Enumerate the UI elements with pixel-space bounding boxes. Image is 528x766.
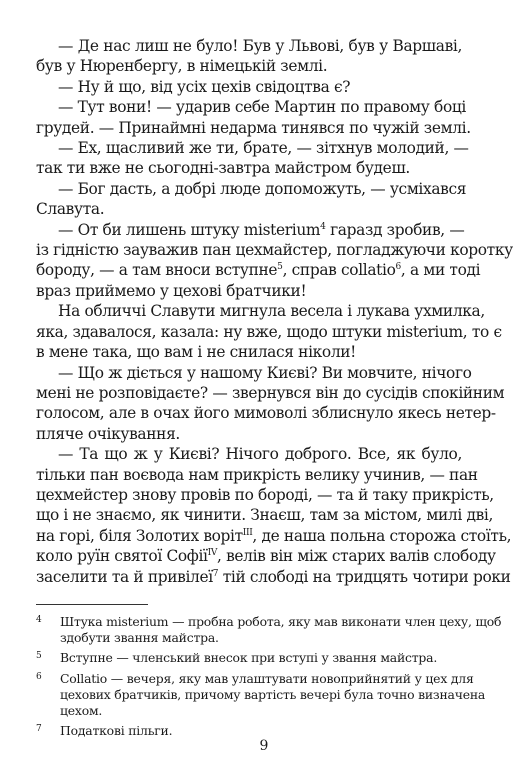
- footnote-text: [60, 650, 462, 666]
- text-line: [36, 485, 494, 505]
- text-line: [36, 383, 505, 403]
- paragraph: [36, 444, 512, 587]
- text-line: [36, 342, 462, 362]
- text-line: [36, 363, 472, 383]
- text-line: [36, 505, 494, 525]
- line-text: що і не знаємо, як чинити. Знаєш, там за містом, милі дві,: [36, 506, 494, 525]
- text-line: [36, 97, 466, 117]
- line-text: із гідністю зауважив пан цехмайстер, погладжуючи коротку: [36, 241, 513, 260]
- text-line: [36, 403, 496, 423]
- line-text: тільки пан воєвода нам прикрість велику учинив, — пан: [36, 465, 478, 484]
- line-text: — Ех, щасливий же ти, брате, — зітхнув молодий, —: [58, 139, 469, 158]
- text-line: [36, 36, 462, 56]
- line-text: — Бог дасть, а добрі люде допоможуть, — усміхався: [58, 179, 467, 198]
- line-text: яка, здавалося, казала: ну вже, щодо штуки misterium, то є: [36, 322, 502, 341]
- line-text: — Тут вони! — ударив себе Мартин по правому боці: [58, 98, 466, 117]
- footnote-line: здобути звання майстра.: [60, 630, 219, 646]
- footnote-number: 7: [36, 724, 42, 735]
- text-line: [36, 465, 478, 485]
- footnote-line: Collatio — вечеря, яку мав улаштувати новоприйнятий у цех для: [60, 670, 474, 686]
- text-line: [36, 301, 485, 321]
- footnote-marker: III: [242, 527, 253, 538]
- footnote-line: цехом.: [60, 703, 103, 719]
- line-text: На обличчі Славути мигнула весела і лукава ухмилка,: [58, 302, 485, 321]
- footnote-line: Податкові пільги.: [60, 723, 173, 739]
- paragraph: [36, 36, 462, 77]
- footnote-text: [60, 614, 502, 646]
- line-text: Славута.: [36, 200, 105, 219]
- line-text: гаразд зробив, —: [325, 220, 465, 239]
- footnote-marker: 7: [212, 568, 219, 579]
- line-text: — Що ж діється у нашому Києві? Ви мовчите, нічого: [58, 363, 472, 382]
- line-text: в мене така, що вам і не снилася ніколи!: [36, 343, 357, 362]
- line-text: заселити та й привілеї: [36, 567, 213, 586]
- footnote: [36, 670, 486, 720]
- body-text: [36, 36, 513, 587]
- line-text: — Та що ж у Києві? Нічого доброго. Все, як було,: [58, 445, 462, 464]
- text-line: [36, 199, 462, 219]
- paragraph: [36, 97, 471, 138]
- footnote-number: 4: [36, 615, 42, 625]
- line-text: , а ми тоді: [400, 261, 481, 280]
- paragraph: [36, 179, 467, 220]
- line-text: мені не розповідаєте? — звернувся він до сусідів спокійним: [36, 383, 505, 402]
- paragraph: [36, 301, 502, 362]
- footnote-number: 6: [36, 671, 42, 682]
- line-text: цехмейстер знову провів по бороді, — та й таку прикрість,: [36, 485, 494, 504]
- line-text: на горі, біля Золотих воріт: [36, 526, 243, 545]
- footnote-text: [60, 670, 486, 720]
- text-line: [36, 220, 465, 240]
- text-line: [36, 424, 462, 444]
- text-line: [36, 444, 462, 464]
- footnote-line: Вступне — членський внесок при вступі у звання майстра.: [60, 650, 438, 666]
- text-line: [36, 546, 496, 566]
- line-text: голосом, але в очах його мимоволі зблиснуло якесь нетер-: [36, 404, 496, 423]
- page-number: 9: [259, 738, 269, 754]
- text-line: [36, 56, 462, 76]
- line-text: , де наша польна сторожа стоїть,: [252, 526, 512, 545]
- footnote-text: [60, 723, 462, 739]
- line-text: грудей. — Принаймні недарма тинявся по чужій землі.: [36, 118, 471, 137]
- paragraph: [36, 363, 505, 445]
- footnote-number: 5: [36, 651, 42, 662]
- line-text: коло руїн святої Софії: [36, 547, 208, 566]
- text-line: [36, 138, 469, 158]
- line-text: тій слободі на тридцять чотири роки: [218, 567, 511, 586]
- footnote-marker: 5: [277, 262, 283, 273]
- line-text: бороду, — а там вноси вступне: [36, 261, 278, 280]
- text-line: [36, 240, 513, 260]
- footnote-divider: [36, 604, 148, 605]
- text-line: [36, 179, 467, 199]
- paragraph: [36, 138, 469, 179]
- footnote: [36, 650, 462, 666]
- line-text: був у Нюренбергу, в німецькій землі.: [36, 57, 328, 76]
- text-line: [36, 118, 471, 138]
- line-text: — Ну й що, від усіх цехів свідоцтва є?: [58, 77, 351, 96]
- paragraph: [36, 77, 462, 97]
- text-line: [36, 158, 462, 178]
- line-text: , велів він між старих валів слободу: [216, 547, 496, 566]
- footnote: [36, 723, 462, 739]
- line-text: — Де нас лиш не було! Був у Львові, був у Варшаві,: [58, 37, 462, 55]
- line-text: враз приймемо у цехові братчики!: [36, 281, 307, 300]
- line-text: пляче очікування.: [36, 424, 180, 443]
- text-line: [36, 77, 462, 97]
- footnote-marker: 4: [320, 221, 326, 232]
- footnote: [36, 614, 502, 646]
- footnote-line: цехових братчиків, причому вартість вечері була точно визначена: [60, 686, 486, 702]
- footnote-line: Штука misterium — пробна робота, яку мав виконати член цеху, щоб: [60, 614, 502, 629]
- footnotes: [36, 614, 502, 743]
- paragraph: [36, 220, 513, 302]
- line-text: так ти вже не сьогодні-завтра майстром будеш.: [36, 159, 410, 178]
- line-text: , справ collatio: [282, 261, 396, 280]
- text-line: [36, 322, 502, 342]
- text-line: [36, 260, 481, 280]
- text-line: [36, 526, 512, 546]
- text-line: [36, 281, 462, 301]
- footnote-marker: 6: [395, 262, 401, 273]
- footnote-marker: IV: [207, 548, 217, 559]
- line-text: — От би лишень штуку misterium: [58, 220, 321, 239]
- text-line: [36, 567, 511, 587]
